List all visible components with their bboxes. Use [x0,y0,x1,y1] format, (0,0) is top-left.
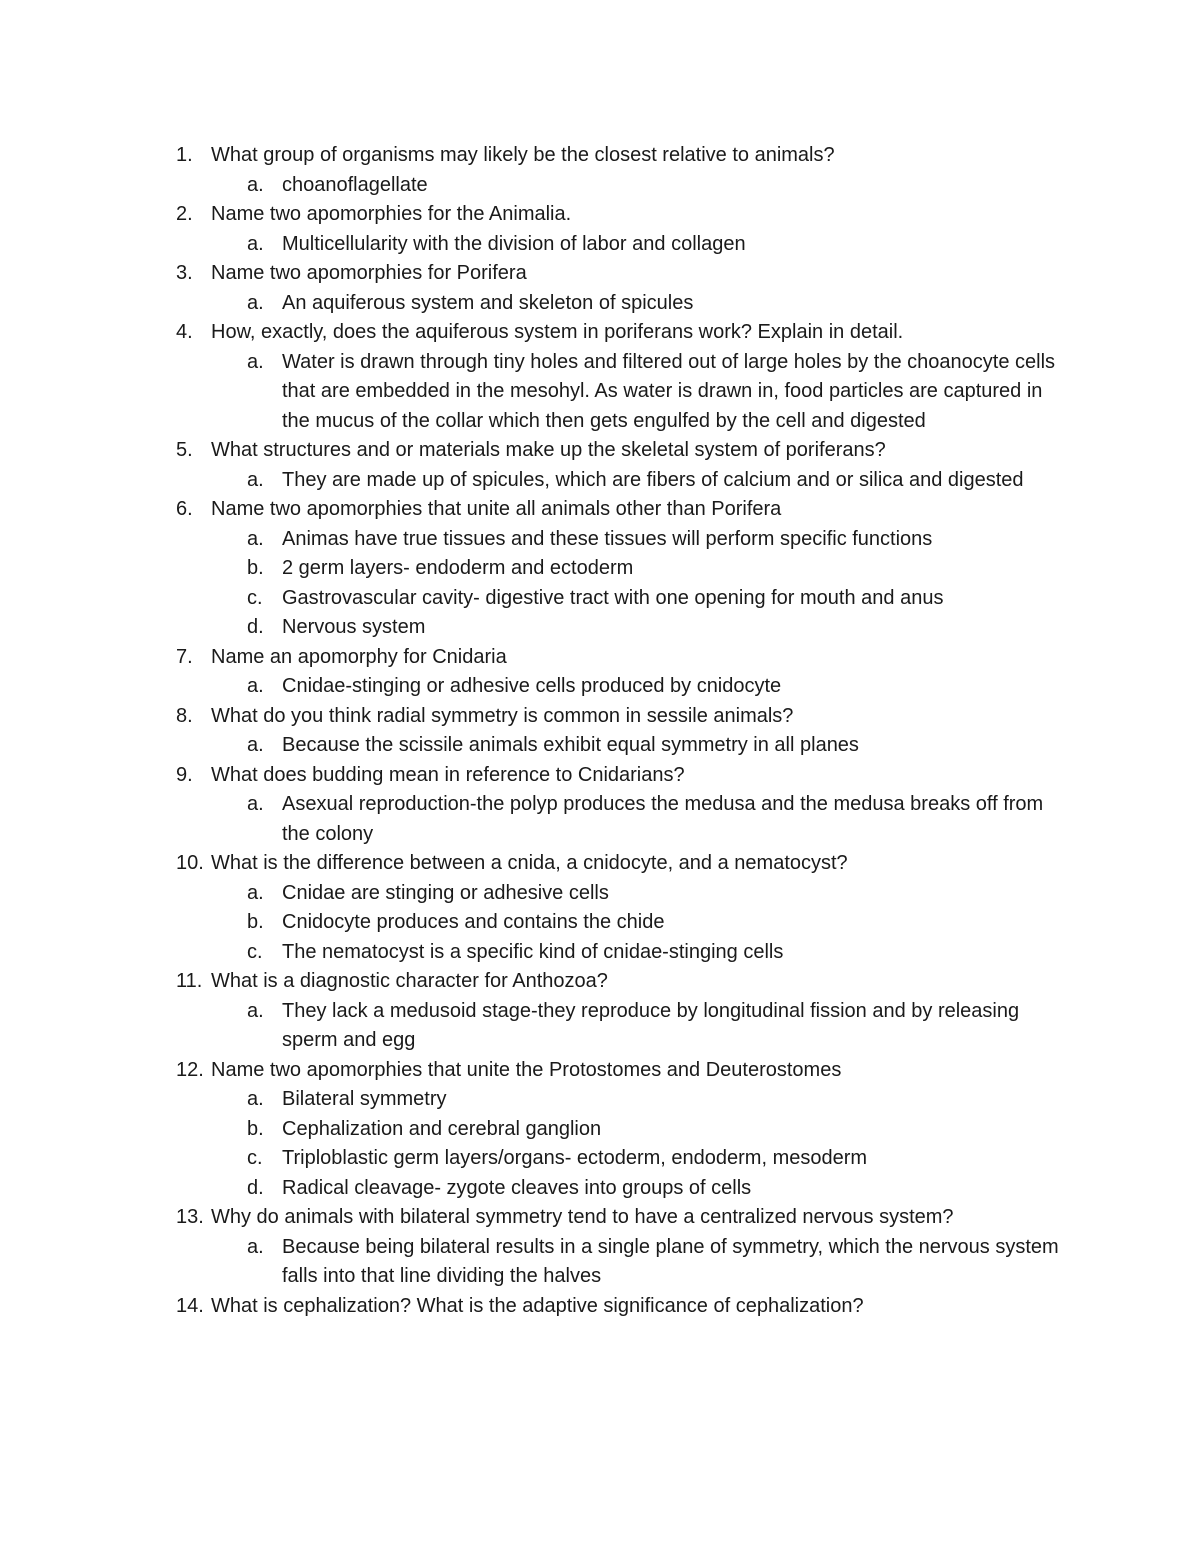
answer-item [0,790,1200,849]
answer-item [0,348,1200,437]
answer-letter: a. [247,468,264,491]
answer-item [0,613,1200,643]
answer-item [0,1174,1200,1204]
question-item [0,967,1200,997]
answer-text: Cephalization and cerebral ganglion [282,1117,602,1140]
question-text: Name two apomorphies for Porifera [211,262,527,284]
question-text: What is cephalization? What is the adaptive significance of cephalization? [211,1294,864,1317]
answer-text: An aquiferous system and skeleton of spicules [282,291,694,314]
question-number: 14. [176,1294,204,1317]
answer-text: Because being bilateral results in a single plane of symmetry, which the nervous system falls into that line dividing the halves [282,1235,1059,1287]
answer-item [0,230,1200,260]
answer-item [0,525,1200,555]
answer-letter: c. [247,586,263,609]
answer-text: Multicellularity with the division of labor and collagen [282,232,746,255]
answer-letter: a. [247,1088,264,1110]
answer-item [0,1115,1200,1145]
question-number: 9. [176,763,193,786]
question-item [0,259,1200,289]
question-item [0,141,1200,171]
answer-text: Animas have true tissues and these tissues will perform specific functions [282,527,933,550]
question-item [0,761,1200,791]
question-item [0,200,1200,230]
answer-item [0,1233,1200,1292]
answer-item [0,171,1200,201]
answer-text: Triploblastic germ layers/organs- ectoderm, endoderm, mesoderm [282,1147,868,1169]
answer-text: Water is drawn through tiny holes and filtered out of large holes by the choanocyte cells that are embedded in the mesohyl. As water is drawn in, food particles are captured in the mucus of the collar which then gets engulfed by the cell and digested [282,350,1056,432]
answer-letter: d. [247,1176,264,1199]
answer-letter: a. [247,232,264,255]
answer-letter: a. [247,350,264,373]
answer-text: Bilateral symmetry [282,1088,447,1110]
answer-text: Cnidae are stinging or adhesive cells [282,881,609,904]
answer-letter: a. [247,734,264,756]
question-number: 7. [176,645,193,668]
answer-item [0,1085,1200,1115]
question-text: Name two apomorphies that unite the Protostomes and Deuterostomes [211,1058,842,1081]
answer-text: Asexual reproduction-the polyp produces the medusa and the medusa breaks off from the colony [282,793,1044,845]
question-text: Name two apomorphies that unite all animals other than Porifera [211,498,782,520]
answer-text: Radical cleavage- zygote cleaves into groups of cells [282,1176,752,1199]
answer-item [0,466,1200,496]
question-number: 5. [176,439,193,461]
question-text: Why do animals with bilateral symmetry tend to have a centralized nervous system? [211,1206,954,1228]
answer-letter: a. [247,881,264,904]
answer-letter: c. [247,1147,263,1169]
question-text: What is the difference between a cnida, a cnidocyte, and a nematocyst? [211,852,848,874]
question-text: How, exactly, does the aquiferous system in poriferans work? Explain in detail. [211,321,904,343]
question-number: 13. [176,1206,204,1228]
question-text: Name two apomorphies for the Animalia. [211,203,572,225]
answer-letter: c. [247,940,263,963]
answer-text: Nervous system [282,616,426,638]
answer-item [0,1144,1200,1174]
question-text: What structures and or materials make up the skeletal system of poriferans? [211,439,886,461]
question-item [0,436,1200,466]
question-number: 1. [176,144,193,166]
answer-letter: a. [247,999,264,1022]
answer-item [0,289,1200,319]
question-text: What is a diagnostic character for Anthozoa? [211,970,608,992]
answer-letter: a. [247,793,264,815]
answer-text: 2 germ layers- endoderm and ectoderm [282,557,634,579]
answer-letter: a. [247,527,264,550]
question-item [0,643,1200,673]
question-number: 12. [176,1058,204,1081]
question-text: Name an apomorphy for Cnidaria [211,645,507,668]
question-number: 2. [176,203,193,225]
question-number: 6. [176,498,193,520]
answer-letter: a. [247,291,264,314]
answer-text: Because the scissile animals exhibit equal symmetry in all planes [282,734,859,756]
question-item [0,1203,1200,1233]
question-list [0,141,1200,1321]
answer-text: choanoflagellate [282,173,428,196]
answer-letter: b. [247,1117,264,1140]
question-number: 8. [176,704,193,727]
answer-item [0,672,1200,702]
answer-text: Cnidocyte produces and contains the chide [282,911,665,933]
question-item [0,318,1200,348]
question-item [0,1056,1200,1086]
answer-item [0,731,1200,761]
question-number: 4. [176,321,193,343]
answer-item [0,879,1200,909]
answer-letter: b. [247,911,264,933]
question-text: What do you think radial symmetry is common in sessile animals? [211,704,794,727]
question-text: What group of organisms may likely be the closest relative to animals? [211,144,835,166]
answer-letter: b. [247,557,264,579]
question-item [0,702,1200,732]
answer-item [0,908,1200,938]
answer-letter: a. [247,675,264,697]
answer-text: They lack a medusoid stage-they reproduce by longitudinal fission and by releasing sperm and egg [282,999,1020,1051]
question-text: What does budding mean in reference to Cnidarians? [211,763,685,786]
answer-item [0,997,1200,1056]
question-number: 11. [176,970,203,992]
question-item [0,849,1200,879]
answer-text: Gastrovascular cavity- digestive tract with one opening for mouth and anus [282,586,944,609]
answer-letter: a. [247,173,264,196]
answer-letter: a. [247,1235,264,1258]
question-item [0,495,1200,525]
answer-text: The nematocyst is a specific kind of cnidae-stinging cells [282,940,784,963]
answer-item [0,554,1200,584]
question-number: 3. [176,262,193,284]
answer-text: Cnidae-stinging or adhesive cells produced by cnidocyte [282,675,782,697]
question-item [0,1292,1200,1322]
answer-text: They are made up of spicules, which are fibers of calcium and or silica and digested [282,468,1024,491]
answer-item [0,584,1200,614]
question-number: 10. [176,852,204,874]
answer-letter: d. [247,616,264,638]
answer-item [0,938,1200,968]
